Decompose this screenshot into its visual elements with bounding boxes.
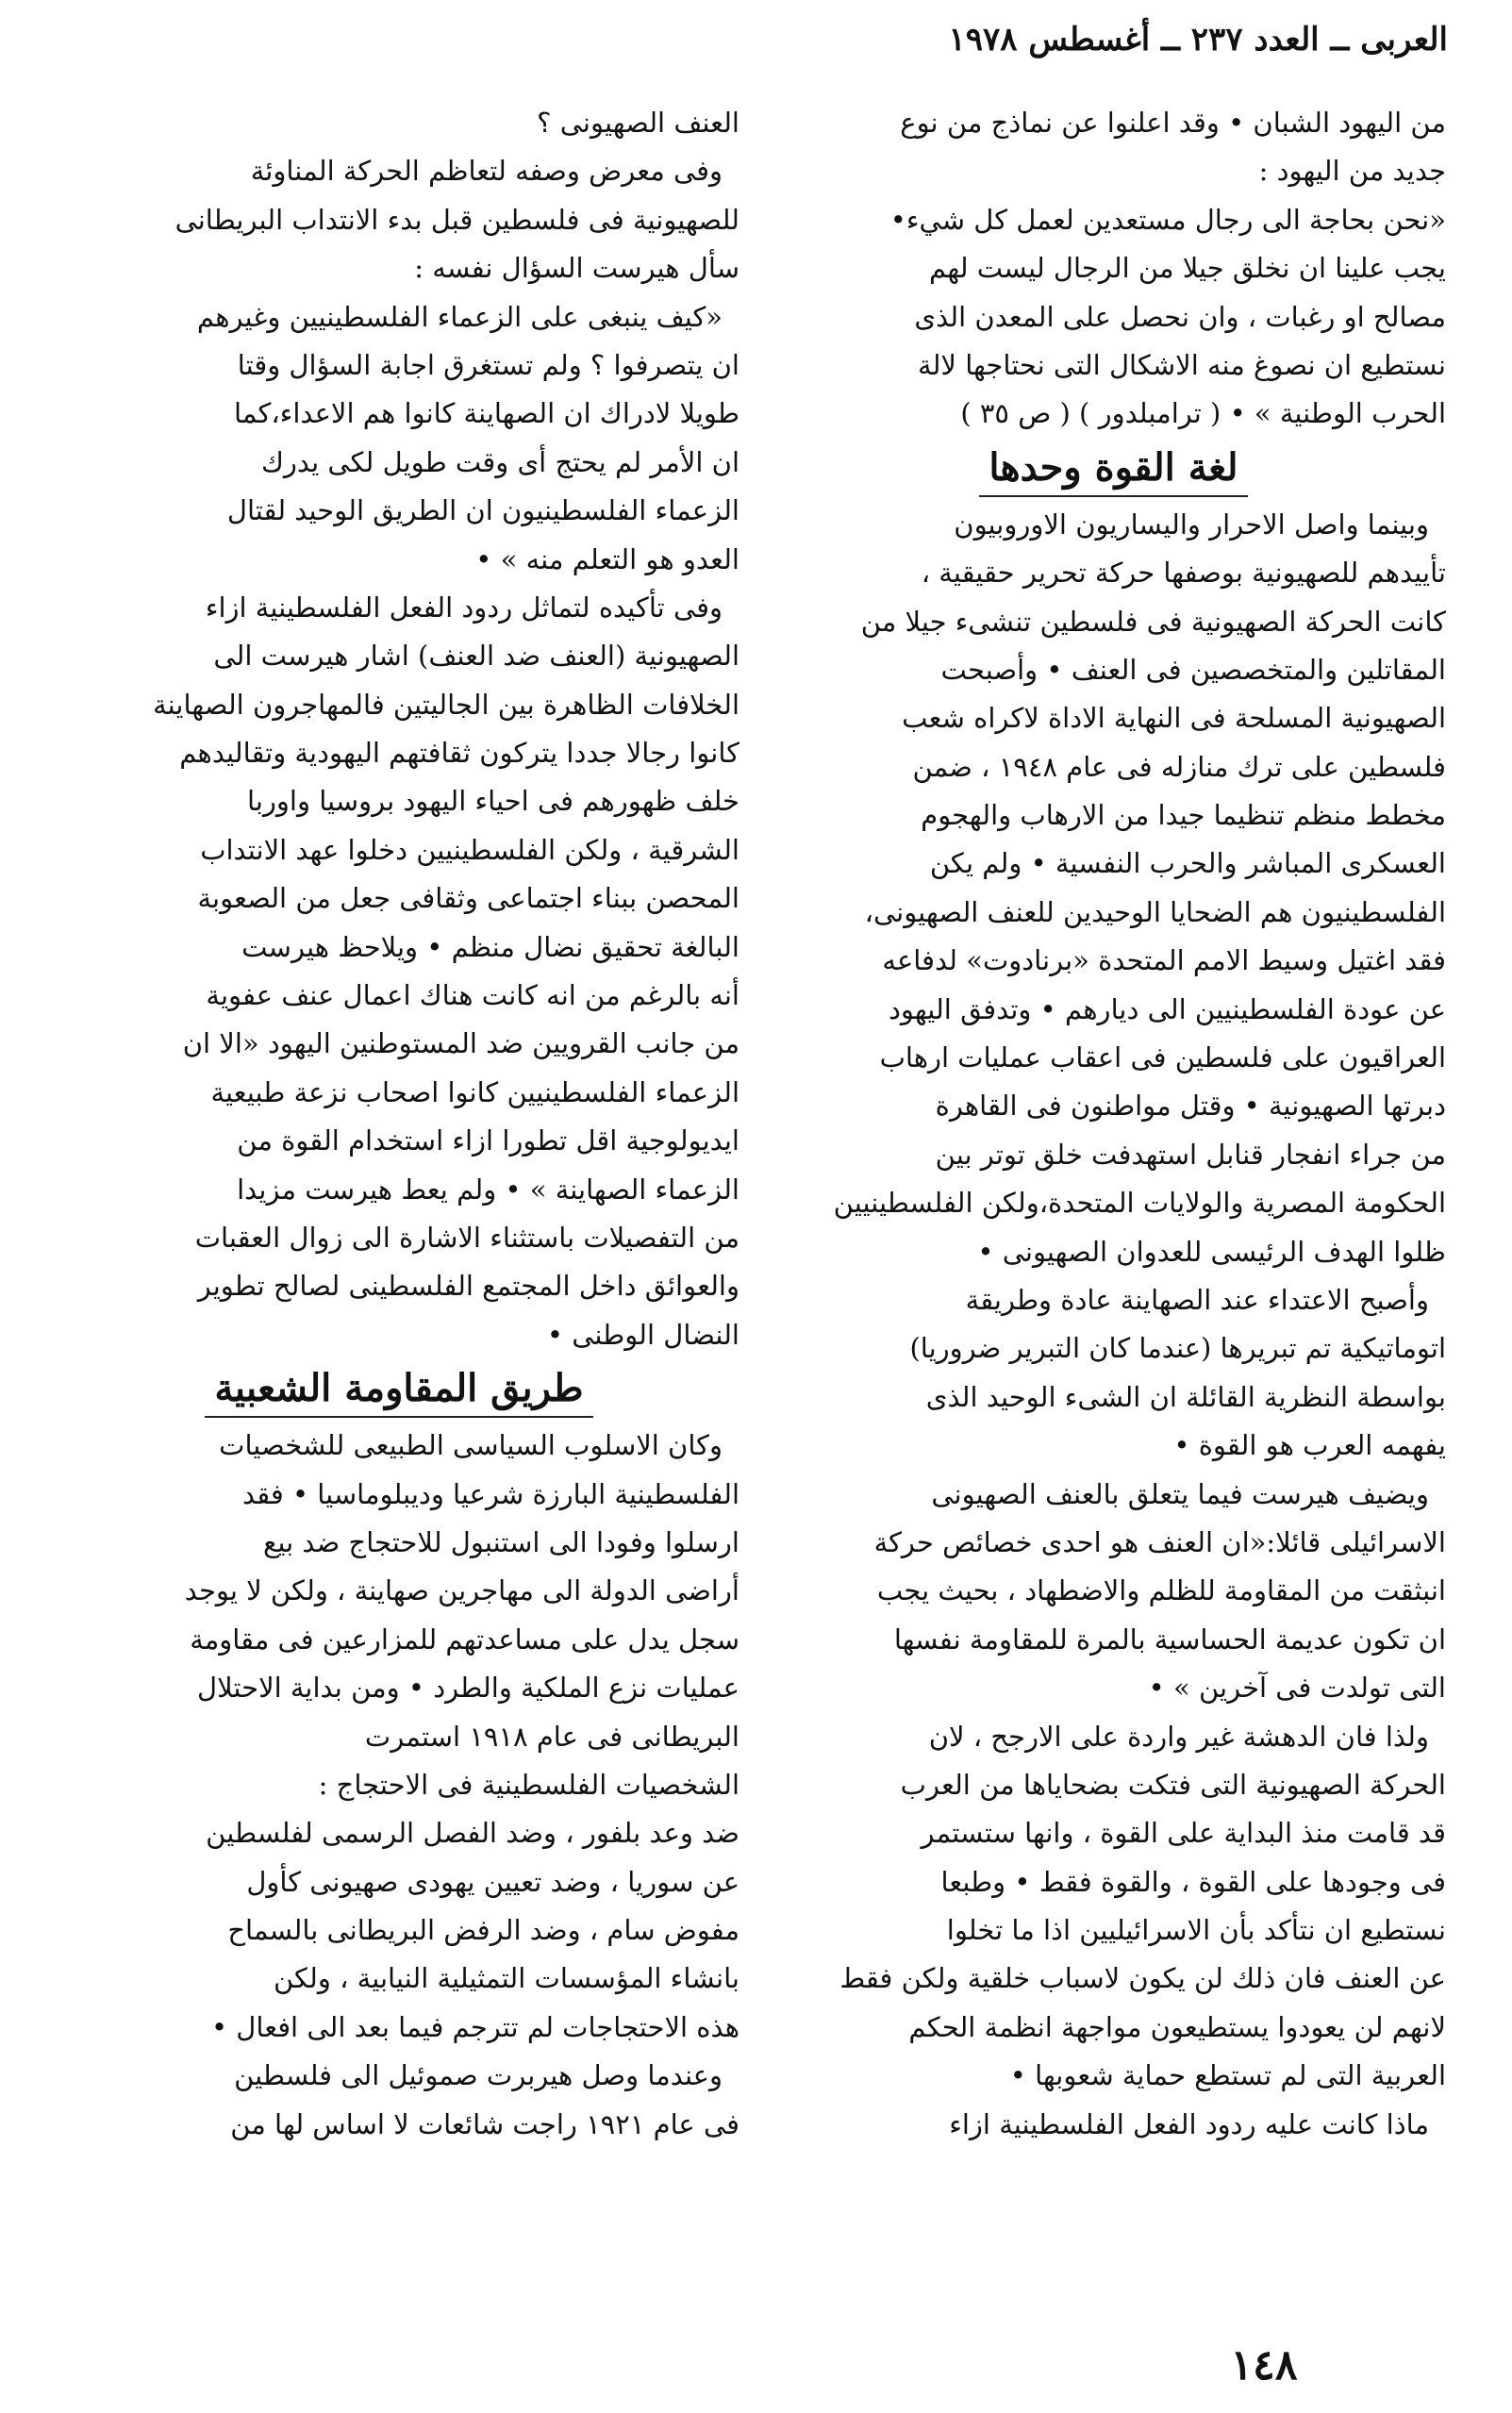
text-line: نستطيع ان نتأكد بأن الاسرائيليين اذا ما تخلوا — [946, 1914, 1446, 1947]
text-line: «كيف ينبغى على الزعماء الفلسطينيين وغيرهم — [196, 300, 723, 333]
text-line: وفى تأكيده لتماثل ردود الفعل الفلسطينية ازاء — [205, 591, 723, 624]
text-line: وبينما واصل الاحرار واليساريون الاوروبيون — [954, 508, 1429, 541]
text-line: المحصن ببناء اجتماعى وثقافى جعل من الصعوبة — [197, 882, 739, 915]
text-line: كانت الحركة الصهيونية فى فلسطين تنشىء جيلا من — [860, 605, 1446, 638]
text-line: أراضى الدولة الى مهاجرين صهاينة ، ولكن لا يوجد — [184, 1574, 739, 1607]
text-line: ان تكون عديمة الحساسية بالمرة للمقاومة نفسها — [893, 1623, 1446, 1656]
text-line: أنه بالرغم من انه كانت هناك اعمال عنف عفوية — [206, 979, 739, 1012]
text-line: وأصبح الاعتداء عند الصهاينة عادة وطريقة — [965, 1283, 1429, 1316]
left-column — [58, 99, 739, 2149]
text-line: ظلوا الهدف الرئيسى للعدوان الصهيونى • — [977, 1235, 1446, 1268]
text-line: فى عام ١٩٢١ راجت شائعات لا اساس لها من — [230, 2107, 739, 2140]
section-heading — [781, 441, 1446, 495]
text-line: ويضيف هيرست فيما يتعلق بالعنف الصهيونى — [931, 1477, 1429, 1510]
text-line: الفلسطينيون هم الضحايا الوحيدين للعنف الصهيونى، — [864, 895, 1446, 928]
text-line: الزعماء الصهاينة » • ولم يعط هيرست مزيدا — [237, 1173, 739, 1206]
text-line: مفوض سام ، وضد الرفض البريطانى بالسماح — [227, 1914, 739, 1947]
text-line: بواسطة النظرية القائلة ان الشىء الوحيد الذى — [925, 1380, 1446, 1413]
text-line: «نحن بحاجة الى رجال مستعدين لعمل كل شيء• — [889, 203, 1446, 236]
text-line: لانهم لن يعودوا يستطيعون مواجهة انظمة الحكم — [908, 2010, 1446, 2043]
text-line: من جانب القرويين ضد المستوطنين اليهود «الا ان — [182, 1027, 739, 1060]
text-line: الحرب الوطنية » • ( ترامبلدور ) ( ص ٣٥ ) — [960, 397, 1446, 430]
text-line: النضال الوطنى • — [546, 1318, 739, 1351]
left-column-body — [58, 1422, 739, 2149]
text-line: فى وجودها على القوة ، والقوة فقط • وطبعا — [940, 1865, 1446, 1898]
text-line: المقاتلين والمتخصصين فى العنف • وأصبحت — [940, 653, 1446, 686]
text-line: العربية التى لم تستطع حماية شعوبها • — [1009, 2059, 1446, 2092]
text-line: من التفصيلات باستثناء الاشارة الى زوال العقبات — [194, 1221, 739, 1254]
text-line: ان الأمر لم يحتج أى وقت طويل لكى يدرك — [260, 445, 739, 478]
running-header: العربى ــ العدد ٢٣٧ ــ أغسطس ١٩٧٨ — [948, 21, 1448, 58]
text-line: العسكرى المباشر والحرب النفسية • ولم يكن — [929, 847, 1446, 880]
text-line: وكان الاسلوب السياسى الطبيعى للشخصيات — [219, 1429, 723, 1462]
text-line: الحركة الصهيونية التى فتكت بضحاياها من العرب — [900, 1768, 1446, 1801]
text-line: مصالح او رغبات ، وان نحصل على المعدن الذى — [914, 300, 1446, 333]
text-line: الزعماء الفلسطينيون ان الطريق الوحيد لقتال — [226, 494, 739, 527]
text-line: الشخصيات الفلسطينية فى الاحتجاج : — [318, 1768, 739, 1801]
text-line: جديد من اليهود : — [1258, 155, 1446, 188]
text-line: العنف الصهيونى ؟ — [537, 107, 739, 139]
text-line: بانشاء المؤسسات التمثيلية النيابية ، ولكن — [273, 1962, 739, 1995]
text-line: نستطيع ان نصوغ منه الاشكال التى نحتاجها لالة — [918, 348, 1446, 381]
text-line: كانوا رجالا جددا يتركون ثقافتهم اليهودية وتقاليدهم — [179, 737, 739, 770]
text-line: قد قامت منذ البداية على القوة ، وانها ستستمر — [921, 1817, 1446, 1850]
text-line: هذه الاحتجاجات لم تترجم فيما بعد الى افعال • — [210, 2010, 739, 2043]
text-line: الصهيونية (العنف ضد العنف) اشار هيرست الى — [213, 640, 739, 673]
text-line: التى تولدت فى آخرين » • — [1148, 1672, 1446, 1705]
text-line: عمليات نزع الملكية والطرد • ومن بداية الاحتلال — [197, 1672, 739, 1705]
text-line: الصهيونية المسلحة فى النهاية الاداة لاكراه شعب — [902, 702, 1446, 735]
text-line: يفهمه العرب هو القوة • — [1173, 1429, 1446, 1462]
text-line: الاسرائيلى قائلا:«ان العنف هو احدى خصائص حركة — [873, 1525, 1446, 1558]
text-line: العراقيون على فلسطين فى اعقاب عمليات ارهاب — [879, 1041, 1446, 1074]
text-line: من اليهود الشبان • وقد اعلنوا عن نماذج من نوع — [900, 107, 1446, 139]
right-column-intro — [781, 99, 1446, 439]
text-line: عن سوريا ، وضد تعيين يهودى صهيونى كأول — [246, 1865, 739, 1898]
page-number: ١٤٨ — [1230, 2341, 1298, 2389]
text-line: الحكومة المصرية والولايات المتحدة،ولكن الفلسطينيين — [833, 1187, 1446, 1220]
text-line: يجب علينا ان نخلق جيلا من الرجال ليست لهم — [929, 252, 1446, 285]
section-heading — [58, 1361, 739, 1416]
text-line: فلسطين على ترك منازله فى عام ١٩٤٨ ، ضمن — [912, 750, 1446, 783]
text-line: للصهيونية فى فلسطين قبل بدء الانتداب البريطانى — [174, 203, 739, 236]
text-line: وعندما وصل هيربرت صموئيل الى فلسطين — [234, 2059, 723, 2092]
text-line: ايديولوجية اقل تطورا ازاء استخدام القوة من — [237, 1124, 739, 1157]
text-line: سجل يدل على مساعدتهم للمزارعين فى مقاومة — [190, 1623, 739, 1656]
text-line: الخلافات الظاهرة بين الجاليتين فالمهاجرون الصهاينة — [153, 688, 739, 721]
text-line: دبرتها الصهيونية • وقتل مواطنون فى القاهرة — [935, 1090, 1446, 1123]
text-line: اتوماتيكية تم تبريرها (عندما كان التبرير ضروريا) — [909, 1332, 1446, 1365]
text-line: الشرقية ، ولكن الفلسطينيين دخلوا عهد الانتداب — [200, 833, 739, 866]
section-heading-text: لغة القوة وحدها — [979, 441, 1247, 497]
text-line: خلف ظهورهم فى احياء اليهود بروسيا واوربا — [247, 785, 739, 818]
text-line: ماذا كانت عليه ردود الفعل الفلسطينية ازاء — [949, 2107, 1429, 2140]
text-line: انبثقت من المقاومة للظلم والاضطهاد ، بحيث يجب — [876, 1574, 1446, 1607]
text-line: عن عودة الفلسطينيين الى ديارهم • وتدفق اليهود — [888, 992, 1446, 1025]
text-line: وفى معرض وصفه لتعاظم الحركة المناوئة — [250, 155, 723, 188]
text-line: من جراء انفجار قنابل استهدفت خلق توتر بين — [935, 1138, 1446, 1171]
text-line: ارسلوا وفودا الى استنبول للاحتجاج ضد بيع — [262, 1525, 739, 1558]
text-line: ان يتصرفوا ؟ ولم تستغرق اجابة السؤال وقتا — [237, 348, 739, 381]
text-line: ولذا فان الدهشة غير واردة على الارجح ، لان — [928, 1720, 1429, 1753]
text-line: ضد وعد بلفور ، وضد الفصل الرسمى لفلسطين — [206, 1817, 739, 1850]
text-line: طويلا لادراك ان الصهاينة كانوا هم الاعداء،كما — [233, 397, 739, 430]
text-line: الفلسطينية البارزة شرعيا وديبلوماسيا • فقد — [241, 1477, 739, 1510]
text-line: العدو هو التعلم منه » • — [475, 542, 739, 575]
left-column-intro — [58, 99, 739, 1359]
text-line: الزعماء الفلسطينيين كانوا اصحاب نزعة طبيعية — [210, 1075, 739, 1108]
text-line: والعوائق داخل المجتمع الفلسطينى لصالح تطوير — [197, 1270, 739, 1303]
section-heading-text: طريق المقاومة الشعبية — [205, 1361, 592, 1418]
text-line: البالغة تحقيق نضال منظم • ويلاحظ هيرست — [241, 930, 739, 963]
text-line: مخطط منظم تنظيما جيدا من الارهاب والهجوم — [921, 799, 1446, 832]
text-line: البريطانى فى عام ١٩١٨ استمرت — [364, 1720, 739, 1753]
text-line: فقد اغتيل وسيط الامم المتحدة «برنادوت» لدفاعه — [882, 944, 1446, 977]
text-line: تأييدهم للصهيونية بوصفها حركة تحرير حقيقية ، — [921, 557, 1446, 590]
text-line: عن العنف فان ذلك لن يكون لاسباب خلقية ولكن فقط — [839, 1962, 1446, 1995]
text-line: سأل هيرست السؤال نفسه : — [414, 252, 739, 285]
right-column — [781, 99, 1446, 2149]
right-column-body — [781, 501, 1446, 2149]
